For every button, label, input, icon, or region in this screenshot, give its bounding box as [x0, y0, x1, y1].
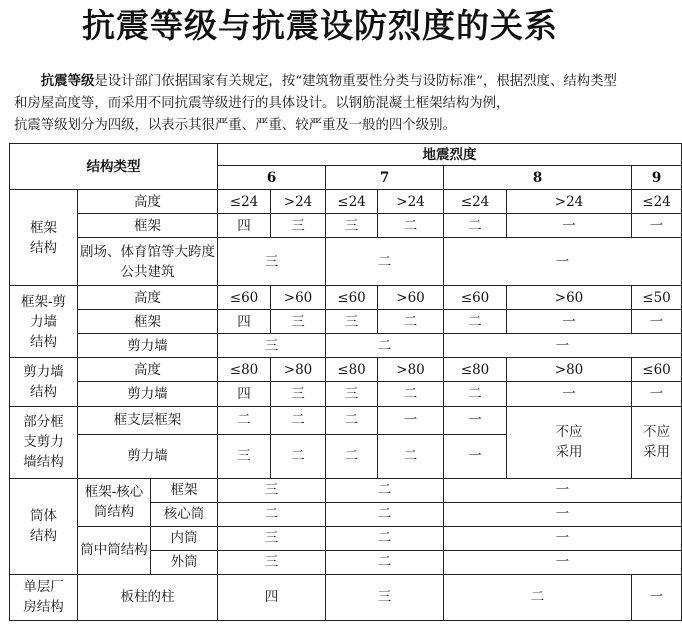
cell: 二: [326, 238, 444, 286]
cell: 二: [326, 478, 444, 502]
fc-core-label: 核心筒: [151, 502, 218, 526]
cell: >80: [378, 358, 444, 382]
cell: ≤60: [444, 286, 507, 310]
cell: 三: [218, 334, 326, 358]
cell: 二: [271, 434, 326, 478]
frame-shear-height-label: 高度: [78, 286, 218, 310]
cell: 一: [507, 214, 632, 238]
cell: >80: [271, 358, 326, 382]
cell: >24: [507, 190, 632, 214]
cell: 二: [326, 334, 444, 358]
cell: 二: [444, 310, 507, 334]
cell: 一: [632, 310, 682, 334]
cell: >60: [507, 286, 632, 310]
cell: 三: [326, 382, 378, 406]
cell: 二: [326, 434, 378, 478]
cell: 三: [218, 478, 326, 502]
frame-shear-frame-label: 框架: [78, 310, 218, 334]
cell: 三: [218, 238, 326, 286]
factory-column-label: 板柱的柱: [78, 574, 218, 620]
cell: ≤60: [218, 286, 271, 310]
cell: 一: [444, 334, 682, 358]
seismic-grade-table: [9, 143, 682, 621]
cell: 一: [378, 406, 444, 434]
cell: ≤24: [444, 190, 507, 214]
cell: 三: [326, 310, 378, 334]
cell: 四: [218, 382, 271, 406]
cell: 三: [271, 310, 326, 334]
frame-core-label: 框架-核心筒结构: [78, 478, 151, 526]
cell: >24: [271, 190, 326, 214]
cell: 一: [632, 214, 682, 238]
group-factory: 单层厂 房结构: [10, 574, 78, 620]
not-allowed-8: 不应 采用: [507, 406, 632, 478]
page-title: 抗震等级与抗震设防烈度的关系: [82, 6, 558, 45]
transfer-frame-label: 框支层框架: [78, 406, 218, 434]
cell: 二: [378, 382, 444, 406]
cell: 二: [378, 310, 444, 334]
cell: 二: [218, 406, 271, 434]
frame-height-label: 高度: [78, 190, 218, 214]
header-deg-9: 9: [632, 166, 682, 190]
group-frame: 框架 结构: [10, 190, 78, 286]
cell: >60: [378, 286, 444, 310]
cell: ≤24: [632, 190, 682, 214]
cell: 一: [444, 526, 682, 550]
cell: 一: [507, 382, 632, 406]
cell: 二: [444, 382, 507, 406]
frame-shear-wall-label: 剪力墙: [78, 334, 218, 358]
intro-paragraph: [14, 70, 630, 137]
cell: 一: [444, 434, 507, 478]
cell: 一: [507, 310, 632, 334]
cell: 一: [632, 574, 682, 620]
cell: 二: [218, 502, 326, 526]
cell: 一: [444, 238, 682, 286]
cell: ≤60: [632, 358, 682, 382]
not-allowed-9: 不应 采用: [632, 406, 682, 478]
cell: 四: [218, 574, 326, 620]
header-intensity: 地震烈度: [218, 144, 682, 166]
cell: 一: [444, 550, 682, 574]
frame-frame-label: 框架: [78, 214, 218, 238]
frame-large-span-label: 剧场、体育馆等大跨度公共建筑: [78, 238, 218, 286]
intro-text-a: 是设计部门依据国家有关规定，按“建筑物重要性分类与设防标准”，根据烈度、结构类型和房屋高度等，而采用不同抗震等级进行的具体设计。以钢筋混凝土框架结构为例，: [14, 74, 617, 111]
cell: 三: [218, 434, 271, 478]
group-tube: 筒体 结构: [10, 478, 78, 574]
cell: 一: [632, 382, 682, 406]
cell: 二: [326, 550, 444, 574]
cell: 一: [444, 502, 682, 526]
cell: ≤50: [632, 286, 682, 310]
cell: >80: [507, 358, 632, 382]
cell: 二: [444, 214, 507, 238]
fc-frame-label: 框架: [151, 478, 218, 502]
cell: 二: [326, 406, 378, 434]
tt-outer-label: 外筒: [151, 550, 218, 574]
cell: 三: [218, 526, 326, 550]
tube-in-tube-label: 筒中筒结构: [78, 526, 151, 574]
cell: 四: [218, 214, 271, 238]
cell: 三: [326, 574, 444, 620]
intro-text-b: 抗震等级划分为四级，以表示其很严重、严重、较严重及一般的四个级别。: [14, 118, 456, 133]
cell: 二: [326, 526, 444, 550]
cell: ≤80: [444, 358, 507, 382]
cell: 二: [378, 214, 444, 238]
cell: ≤80: [218, 358, 271, 382]
cell: 二: [271, 406, 326, 434]
cell: 二: [326, 502, 444, 526]
header-deg-8: 8: [444, 166, 632, 190]
cell: 三: [218, 550, 326, 574]
cell: 三: [271, 382, 326, 406]
cell: 一: [444, 406, 507, 434]
cell: 二: [444, 574, 632, 620]
shear-height-label: 高度: [78, 358, 218, 382]
cell: 三: [271, 214, 326, 238]
transfer-wall-label: 剪力墙: [78, 434, 218, 478]
intro-lead: [14, 70, 630, 115]
cell: ≤80: [326, 358, 378, 382]
cell: 三: [326, 214, 378, 238]
cell: 四: [218, 310, 271, 334]
header-deg-7: 7: [326, 166, 444, 190]
group-shear-wall: 剪力墙 结构: [10, 358, 78, 406]
group-frame-shear: 框架-剪 力墙 结构: [10, 286, 78, 358]
intro-term: 抗震等级: [40, 73, 95, 89]
tt-inner-label: 内筒: [151, 526, 218, 550]
cell: >24: [378, 190, 444, 214]
cell: ≤24: [218, 190, 271, 214]
header-structure-type: 结构类型: [10, 144, 218, 190]
cell: 一: [444, 478, 682, 502]
header-deg-6: 6: [218, 166, 326, 190]
cell: ≤24: [326, 190, 378, 214]
cell: >60: [271, 286, 326, 310]
group-transfer: 部分框 支剪力 墙结构: [10, 406, 78, 478]
shear-wall-label: 剪力墙: [78, 382, 218, 406]
cell: 二: [378, 434, 444, 478]
cell: ≤60: [326, 286, 378, 310]
